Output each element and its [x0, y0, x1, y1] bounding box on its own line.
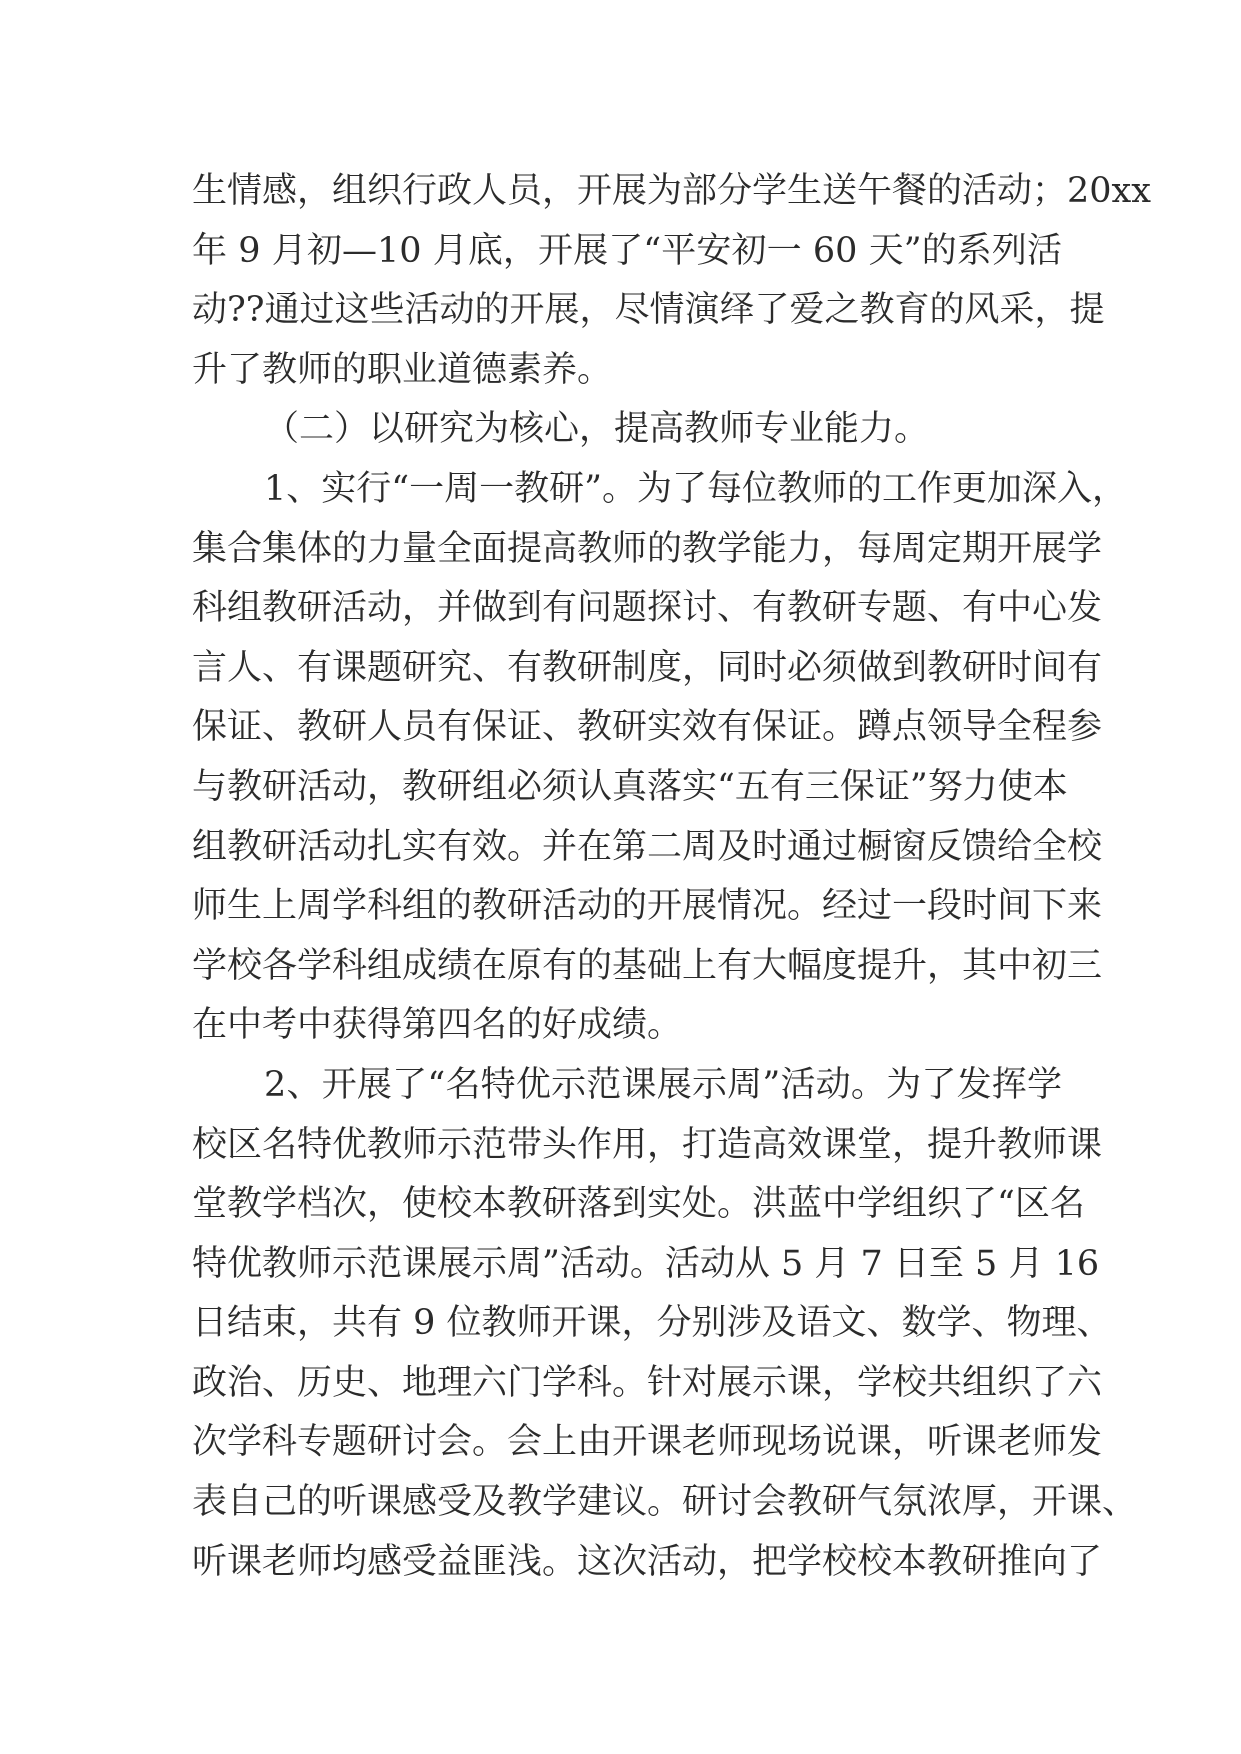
- text-line: 次学科专题研讨会。会上由开课老师现场说课，听课老师发: [192, 1422, 1103, 1463]
- text-line: 保证、教研人员有保证、教研实效有保证。蹲点领导全程参: [192, 707, 1103, 748]
- text-line: 动??通过这些活动的开展，尽情演绎了爱之教育的风采，提: [192, 290, 1105, 331]
- text-line: 集合集体的力量全面提高教师的教学能力，每周定期开展学: [192, 528, 1103, 569]
- text-line: 校区名特优教师示范带头作用，打造高效课堂，提升教师课: [192, 1124, 1103, 1165]
- text-line: 政治、历史、地理六门学科。针对展示课，学校共组织了六: [192, 1362, 1103, 1403]
- text-line: 堂教学档次，使校本教研落到实处。洪蓝中学组织了“区名: [192, 1184, 1085, 1225]
- text-line: 听课老师均感受益匪浅。这次活动，把学校校本教研推向了: [192, 1541, 1103, 1582]
- text-line: 2、开展了“名特优示范课展示周”活动。为了发挥学: [264, 1064, 1062, 1105]
- text-line: 组教研活动扎实有效。并在第二周及时通过橱窗反馈给全校: [192, 826, 1103, 867]
- text-line: 升了教师的职业道德素养。: [192, 349, 613, 390]
- text-line: 日结束，共有 9 位教师开课，分别涉及语文、数学、物理、: [192, 1303, 1112, 1344]
- text-line: 在中考中获得第四名的好成绩。: [192, 1005, 683, 1046]
- text-line: 与教研活动，教研组必须认真落实“五有三保证”努力使本: [192, 766, 1068, 807]
- body-text: [192, 162, 1152, 1592]
- text-line: 1、实行“一周一教研”。为了每位教师的工作更加深入，: [264, 468, 1128, 509]
- text-line: 师生上周学科组的教研活动的开展情况。经过一段时间下来: [192, 886, 1103, 927]
- text-line: 年 9 月初—10 月底，开展了“平安初一 60 天”的系列活: [192, 230, 1062, 271]
- text-line: 表自己的听课感受及教学建议。研讨会教研气氛浓厚，开课、: [192, 1482, 1138, 1523]
- text-line: 科组教研活动，并做到有问题探讨、有教研专题、有中心发: [192, 588, 1103, 629]
- section-heading: （二）以研究为核心，提高教师专业能力。: [264, 409, 930, 450]
- text-line: 学校各学科组成绩在原有的基础上有大幅度提升，其中初三: [192, 945, 1103, 986]
- text-line: 特优教师示范课展示周”活动。活动从 5 月 7 日至 5 月 16: [192, 1243, 1100, 1284]
- text-line: 生情感，组织行政人员，开展为部分学生送午餐的活动；20xx: [192, 171, 1152, 211]
- text-line: 言人、有课题研究、有教研制度，同时必须做到教研时间有: [192, 647, 1103, 688]
